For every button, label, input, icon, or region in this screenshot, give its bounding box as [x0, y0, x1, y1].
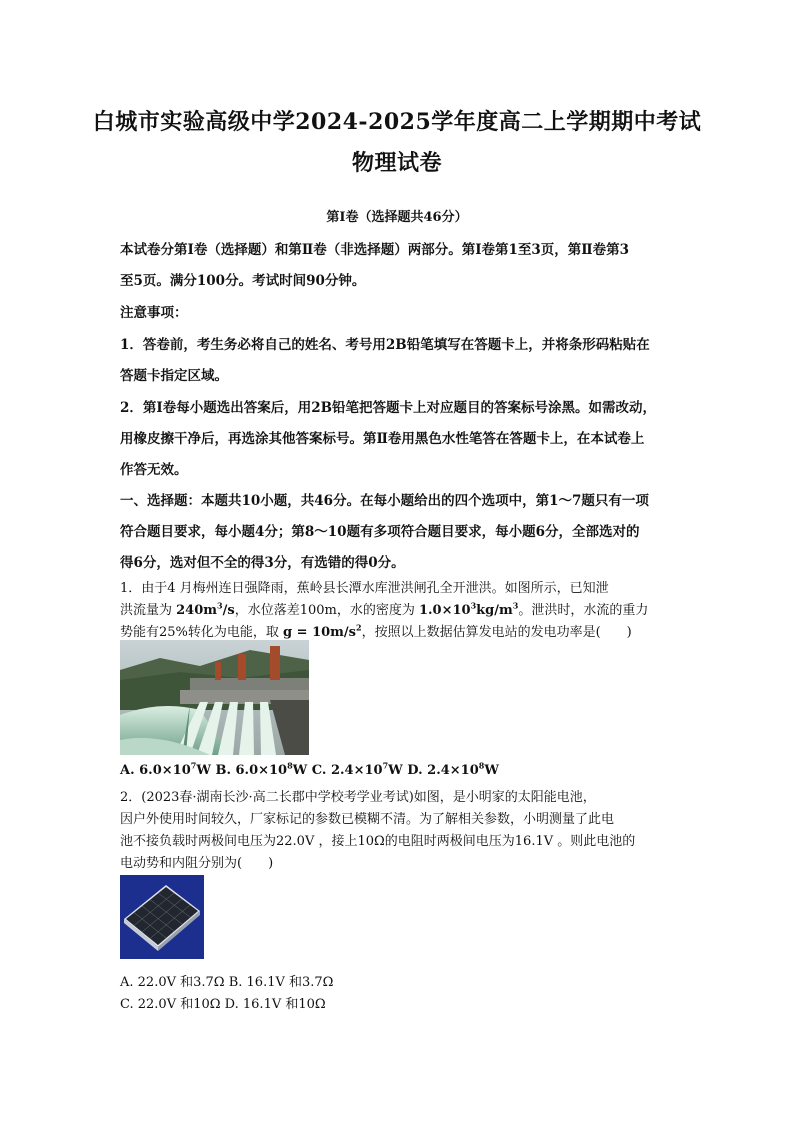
part1-line3: 得6分，选对但不全的得3分，有选错的得0分。 [120, 555, 405, 571]
exam-title-line2: 物理试卷 [351, 150, 442, 176]
exam-title-line1: 白城市实验高级中学2024-2025学年度高二上学期期中考试 [92, 109, 702, 135]
q2-options-ab: A. 22.0V 和3.7Ω B. 16.1V 和3.7Ω [120, 975, 334, 990]
q2-line3: 池不接负载时两极间电压为22.0V ，接上10Ω的电阻时两极间电压为16.1V 。则此电池的 [120, 834, 636, 849]
q2-options-cd: C. 22.0V 和10Ω D. 16.1V 和10Ω [120, 997, 326, 1012]
notice-2-line2: 用橡皮擦干净后，再选涂其他答案标号。第Ⅱ卷用黑色水性笔答在答题卡上，在本试卷上 [120, 431, 645, 447]
part1-line1: 一、选择题：本题共10小题，共46分。在每小题给出的四个选项中，第1～7题只有一项 [120, 493, 649, 509]
notice-2-line1: 2．第Ⅰ卷每小题选出答案后，用2B铅笔把答题卡上对应题目的答案标号涂黑。如需改动， [120, 400, 657, 416]
q2-line4: 电动势和内阻分别为( ) [120, 856, 274, 871]
q1-line1: 1．由于4 月梅州连日强降雨，蕉岭县长潭水库泄洪闸孔全开泄洪。如图所示，已知泄 [120, 581, 609, 596]
q1-options: A. $6.0\times 10^7W$ B. $6.0\times 10^8W$ C. $2.4\times 10^7W$ D. $2.4\times 10^8W$ [120, 760, 499, 778]
intro-line1: 本试卷分第Ⅰ卷（选择题）和第Ⅱ卷（非选择题）两部分。第Ⅰ卷第1至3页，第Ⅱ卷第3 [120, 242, 630, 258]
notice-heading: 注意事项： [120, 305, 188, 321]
section-heading: 第Ⅰ卷（选择题共46分） [326, 210, 468, 225]
dam-spillway-photo [120, 640, 309, 755]
intro-line2: 至5页。满分100分。考试时间90分钟。 [120, 273, 366, 289]
notice-1-line2: 答题卡指定区域。 [120, 368, 228, 384]
notice-1-line1: 1．答卷前，考生务必将自己的姓名、考号用2B铅笔填写在答题卡上，并将条形码粘贴在 [120, 337, 650, 353]
q1-line3: 势能有25%转化为电能，取 $g = 10m/s^2$，按照以上数据估算发电站的发电功率是( ) [120, 622, 632, 640]
q2-line1: 2．(2023春·湖南长沙·高二长郡中学校考学业考试)如图，是小明家的太阳能电池， [120, 790, 596, 805]
q1-line2: 洪流量为 $240m^3/s$，水位落差100m，水的密度为 $1.0\times 10^3kg/m^3$。泄洪时，水流的重力 [120, 600, 649, 618]
q2-line2: 因户外使用时间较久，厂家标记的参数已模糊不清。为了解相关参数，小明测量了此电 [120, 812, 615, 827]
notice-2-line3: 作答无效。 [120, 462, 188, 478]
part1-line2: 符合题目要求，每小题4分；第8～10题有多项符合题目要求，每小题6分，全部选对的 [120, 524, 640, 540]
solar-panel-photo [120, 875, 204, 959]
